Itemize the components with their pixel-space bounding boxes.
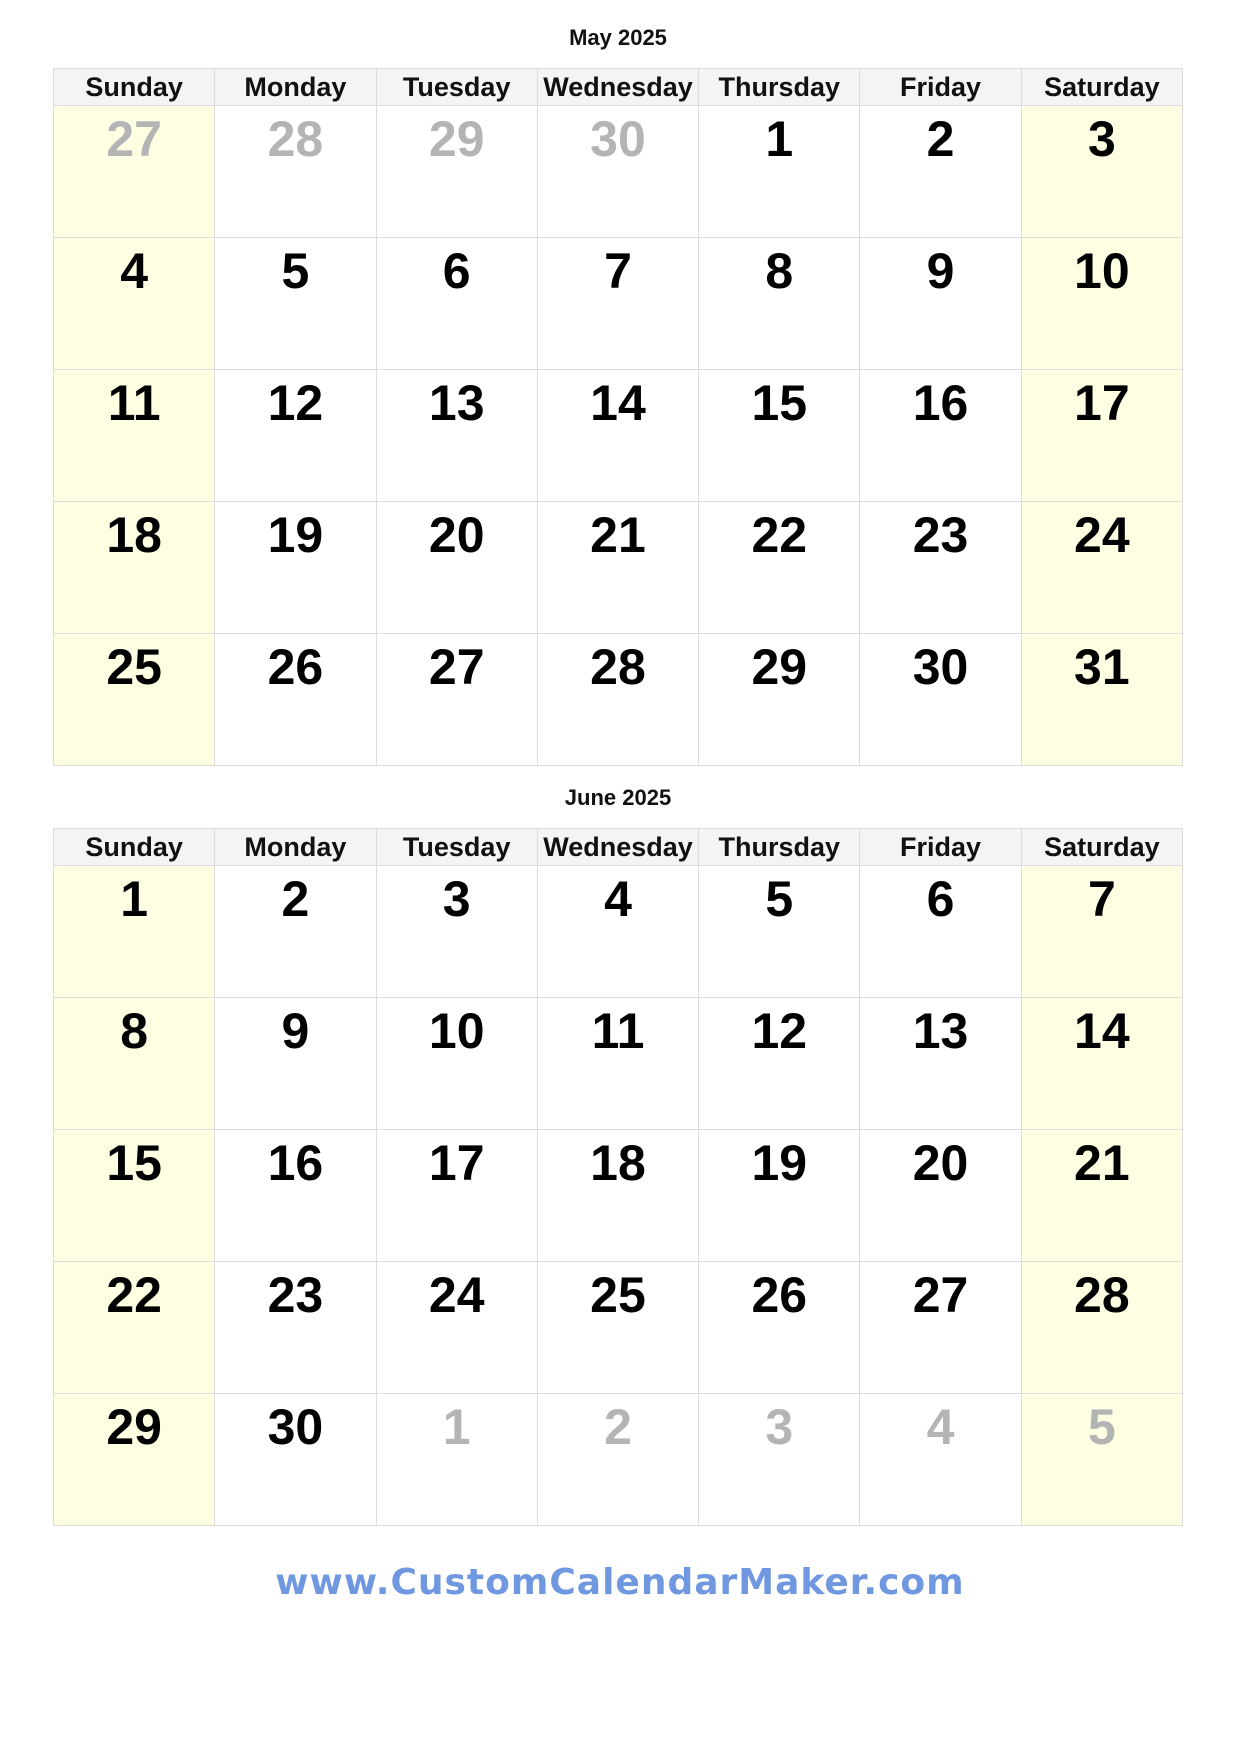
day-cell: 9 [215,998,376,1130]
day-cell: 7 [1022,866,1183,998]
day-cell: 1 [377,1394,538,1526]
day-cell: 19 [215,502,376,634]
day-cell: 14 [1022,998,1183,1130]
weekday-header: Sunday [54,829,215,866]
weekday-header: Wednesday [538,829,699,866]
weekday-header: Friday [860,829,1021,866]
day-cell: 1 [699,106,860,238]
day-cell: 20 [377,502,538,634]
day-cell: 27 [54,106,215,238]
day-cell: 21 [538,502,699,634]
day-cell: 4 [860,1394,1021,1526]
day-cell: 29 [54,1394,215,1526]
day-cell: 11 [54,370,215,502]
day-cell: 24 [377,1262,538,1394]
weekday-header: Thursday [699,69,860,106]
day-cell: 14 [538,370,699,502]
weekday-header: Monday [215,829,376,866]
day-cell: 13 [860,998,1021,1130]
day-cell: 10 [1022,238,1183,370]
day-cell: 5 [1022,1394,1183,1526]
weekday-header: Friday [860,69,1021,106]
day-cell: 2 [860,106,1021,238]
day-cell: 30 [538,106,699,238]
day-cell: 23 [860,502,1021,634]
weekday-header: Sunday [54,69,215,106]
day-cell: 15 [54,1130,215,1262]
day-cell: 21 [1022,1130,1183,1262]
day-cell: 28 [215,106,376,238]
month-title: June 2025 [564,785,672,810]
weekday-header: Tuesday [377,69,538,106]
day-cell: 12 [699,998,860,1130]
day-cell: 23 [215,1262,376,1394]
day-cell: 4 [54,238,215,370]
day-cell: 7 [538,238,699,370]
day-cell: 6 [377,238,538,370]
day-cell: 18 [54,502,215,634]
day-cell: 27 [860,1262,1021,1394]
day-cell: 26 [215,634,376,766]
month-may-2025 [53,18,1183,766]
day-cell: 22 [699,502,860,634]
weekday-header: Saturday [1022,829,1183,866]
day-cell: 11 [538,998,699,1130]
day-cell: 2 [538,1394,699,1526]
day-cell: 28 [1022,1262,1183,1394]
day-cell: 1 [54,866,215,998]
day-cell: 9 [860,238,1021,370]
weekday-header: Thursday [699,829,860,866]
day-cell: 2 [215,866,376,998]
day-cell: 16 [215,1130,376,1262]
day-cell: 17 [1022,370,1183,502]
day-cell: 29 [699,634,860,766]
day-cell: 19 [699,1130,860,1262]
weekday-header: Wednesday [538,69,699,106]
day-cell: 6 [860,866,1021,998]
day-cell: 15 [699,370,860,502]
day-cell: 5 [215,238,376,370]
day-cell: 25 [538,1262,699,1394]
weekday-header: Tuesday [377,829,538,866]
weekday-header: Monday [215,69,376,106]
day-cell: 13 [377,370,538,502]
day-cell: 24 [1022,502,1183,634]
day-cell: 22 [54,1262,215,1394]
day-cell: 17 [377,1130,538,1262]
day-cell: 26 [699,1262,860,1394]
day-cell: 30 [215,1394,376,1526]
month-june-2025 [53,778,1183,1526]
day-cell: 27 [377,634,538,766]
calendar-grid [53,68,1183,766]
day-cell: 3 [377,866,538,998]
website-link[interactable]: www.CustomCalendarMaker.com [275,1562,965,1603]
day-cell: 18 [538,1130,699,1262]
day-cell: 30 [860,634,1021,766]
day-cell: 10 [377,998,538,1130]
day-cell: 8 [54,998,215,1130]
day-cell: 8 [699,238,860,370]
day-cell: 12 [215,370,376,502]
day-cell: 3 [699,1394,860,1526]
day-cell: 16 [860,370,1021,502]
day-cell: 28 [538,634,699,766]
day-cell: 5 [699,866,860,998]
day-cell: 20 [860,1130,1021,1262]
day-cell: 4 [538,866,699,998]
day-cell: 31 [1022,634,1183,766]
calendar-grid [53,828,1183,1526]
day-cell: 3 [1022,106,1183,238]
month-title: May 2025 [569,25,667,50]
weekday-header: Saturday [1022,69,1183,106]
day-cell: 29 [377,106,538,238]
day-cell: 25 [54,634,215,766]
